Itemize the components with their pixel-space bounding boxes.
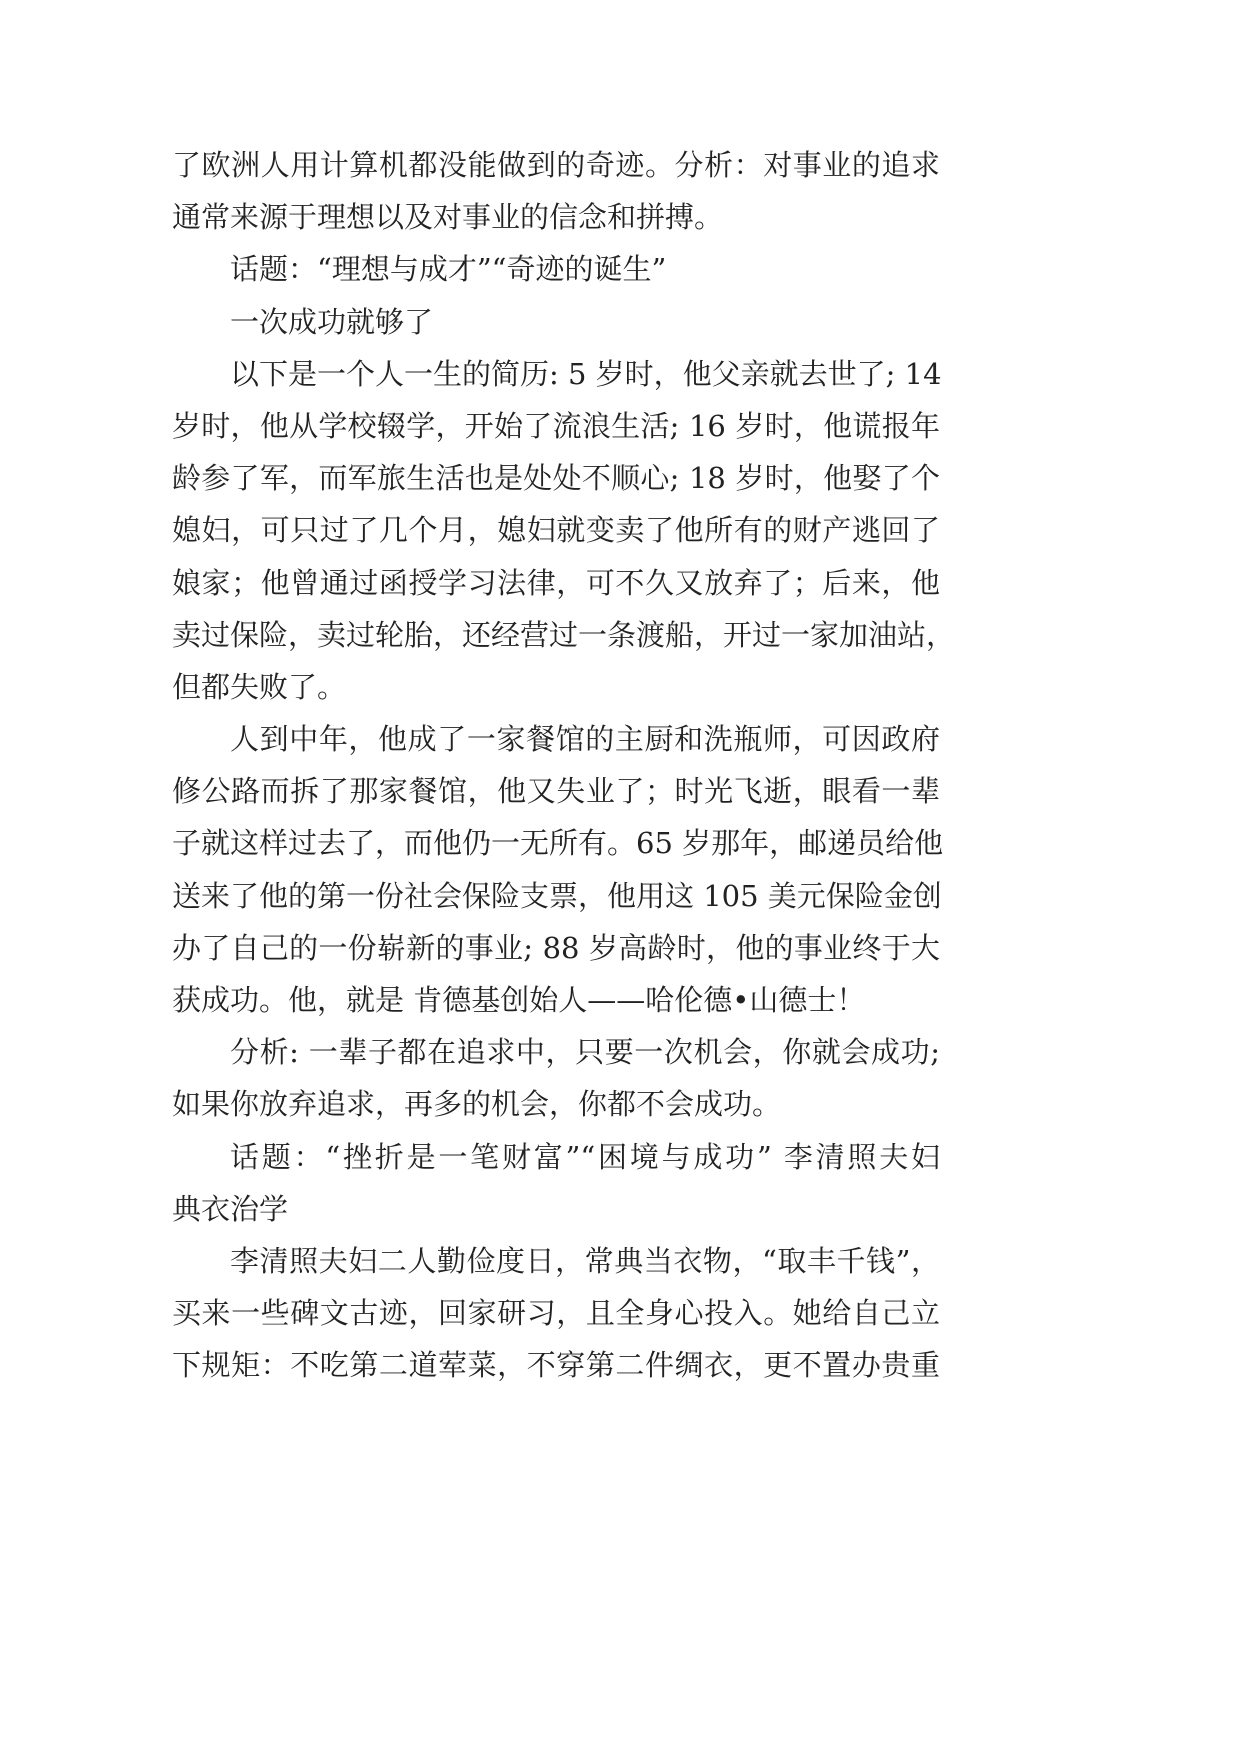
text-line: 娘家；他曾通过函授学习法律，可不久又放弃了；后来，他 <box>172 565 940 600</box>
text-line: 了欧洲人用计算机都没能做到的奇迹。分析：对事业的追求 <box>172 148 940 182</box>
paragraph-continuation <box>172 139 940 243</box>
text-line: 话题：“理想与成才”“奇迹的诞生” <box>230 252 667 287</box>
paragraph <box>172 713 944 1026</box>
text-line: 话题：“挫折是一笔财富”“困境与成功” 李清照夫妇 <box>230 1139 940 1174</box>
text-line: 以下是一个人一生的简历: 5 岁时，他父亲就去世了; 14 <box>230 356 942 391</box>
text-line: 修公路而拆了那家餐馆，他又失业了；时光飞逝，眼看一辈 <box>172 774 940 809</box>
text-line: 买来一些碑文古迹，回家研习，且全身心投入。她给自己立 <box>172 1296 940 1331</box>
text-line: 一次成功就够了 <box>230 304 434 339</box>
text-line: 卖过保险，卖过轮胎，还经营过一条渡船，开过一家加油站， <box>172 617 956 652</box>
document-body <box>172 139 956 1392</box>
text-line: 龄参了军，而军旅生活也是处处不顺心; 18 岁时，他娶了个 <box>172 461 940 496</box>
text-line: 典衣治学 <box>172 1191 289 1226</box>
topic-line <box>172 243 940 295</box>
text-line: 李清照夫妇二人勤俭度日，常典当衣物，“取丰千钱”， <box>230 1243 940 1278</box>
text-line: 岁时，他从学校辍学，开始了流浪生活; 16 岁时，他谎报年 <box>172 408 940 443</box>
paragraph <box>172 1235 940 1392</box>
topic-line <box>172 1131 940 1235</box>
section-title <box>172 296 940 348</box>
text-line: 如果你放弃追求，再多的机会，你都不会成功。 <box>172 1087 782 1122</box>
analysis-paragraph <box>172 1026 940 1130</box>
text-line: 办了自己的一份崭新的事业; 88 岁高龄时，他的事业终于大 <box>172 930 940 965</box>
text-line: 下规矩：不吃第二道荤菜，不穿第二件绸衣，更不置办贵重 <box>172 1348 940 1383</box>
text-line: 送来了他的第一份社会保险支票，他用这 105 美元保险金创 <box>172 878 942 913</box>
text-line: 获成功。他，就是 肯德基创始人——哈伦德•山德士！ <box>172 983 866 1017</box>
text-line: 但都失败了。 <box>172 669 347 704</box>
text-line: 子就这样过去了，而他仍一无所有。65 岁那年，邮递员给他 <box>172 826 944 861</box>
text-line: 分析: 一辈子都在追求中，只要一次机会，你就会成功; <box>230 1035 940 1070</box>
paragraph <box>172 348 956 713</box>
text-line: 人到中年，他成了一家餐馆的主厨和洗瓶师，可因政府 <box>230 722 940 757</box>
text-line: 媳妇，可只过了几个月，媳妇就变卖了他所有的财产逃回了 <box>172 513 940 548</box>
text-line: 通常来源于理想以及对事业的信念和拼搏。 <box>172 200 724 235</box>
